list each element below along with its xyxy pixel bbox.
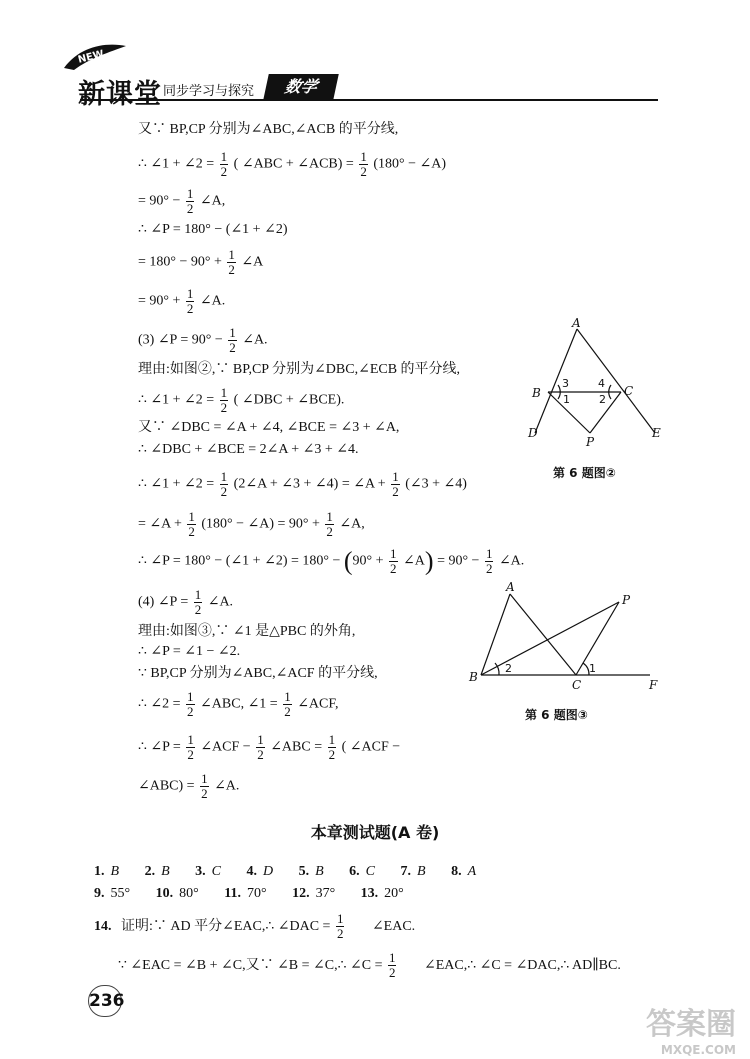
answer-item: 8. A <box>451 864 477 879</box>
label-C: C <box>572 678 582 692</box>
text-line: ∴ ∠1 + ∠2 = $\frac{1}{2}$ (2∠A + ∠3 + ∠4) = ∠A + $\frac{1}{2}$ (∠3 + ∠4) <box>138 469 467 499</box>
label-4: 4 <box>598 377 605 390</box>
label-C: C <box>624 384 634 398</box>
text-line: 又∵ BP,CP 分别为∠ABC,∠ACB 的平分线, <box>138 122 399 137</box>
fraction: $\frac{1}{2}$ <box>188 509 195 539</box>
label-B: B <box>532 386 541 400</box>
text-line: ∴ ∠P = $\frac{1}{2}$ ∠ACF − $\frac{1}{2}$ ∠ABC = $\frac{1}{2}$ ( ∠ACF − <box>138 732 401 762</box>
answer-item: 4. D <box>246 864 274 879</box>
label-F: F <box>649 678 658 692</box>
text-line: ∴ ∠2 = $\frac{1}{2}$ ∠ABC, ∠1 = $\frac{1}{2}$ ∠ACF, <box>138 689 339 719</box>
label-2: 2 <box>599 393 606 406</box>
fraction: $\frac{1}{2}$ <box>186 286 194 316</box>
text-line: = 180° − 90° + $\frac{1}{2}$ ∠A <box>138 247 264 277</box>
fraction: $\frac{1}{2}$ <box>392 469 399 499</box>
label-A: A <box>572 316 581 330</box>
text-line: = ∠A + $\frac{1}{2}$ (180° − ∠A) = 90° + $\frac{1}{2}$ ∠A, <box>138 509 365 539</box>
fraction: $\frac{1}{2}$ <box>390 546 397 576</box>
fraction: $\frac{1}{2}$ <box>194 587 202 617</box>
text-line: ∵ BP,CP 分别为∠ABC,∠ACF 的平分线, <box>138 666 378 681</box>
fraction: $\frac{1}{2}$ <box>186 186 194 216</box>
fraction: $\frac{1}{2}$ <box>187 689 194 719</box>
answer-item: 7. B <box>400 864 426 879</box>
fraction: $\frac{1}{2}$ <box>187 732 194 762</box>
fraction: $\frac{1}{2}$ <box>220 385 228 415</box>
label-2: 2 <box>505 662 512 675</box>
label-3: 3 <box>562 377 569 390</box>
text-line: ∴ ∠P = 180° − (∠1 + ∠2) = 180° − (90° + $\frac{1}{2}$ ∠A) = 90° − $\frac{1}{2}$ ∠A. <box>138 546 525 576</box>
figure-6-3-caption: 第 6 题图③ <box>525 708 588 722</box>
watermark-logo: 答案圈 <box>646 1007 736 1042</box>
answer-item: 9. 55° <box>94 886 131 901</box>
text-line: = 90° − $\frac{1}{2}$ ∠A, <box>138 186 226 216</box>
label-D: D <box>528 426 538 440</box>
fraction: $\frac{1}{2}$ <box>328 732 336 762</box>
fraction: $\frac{1}{2}$ <box>220 149 228 179</box>
new-logo-icon <box>60 40 130 72</box>
label-P: P <box>586 435 595 449</box>
fraction: $\frac{1}{2}$ <box>201 771 208 801</box>
fraction: $\frac{1}{2}$ <box>257 732 264 762</box>
answer-item: 12. 37° <box>292 886 336 901</box>
answer-item: 1. B <box>94 864 120 879</box>
page-number: 236 <box>88 985 122 1017</box>
fraction: $\frac{1}{2}$ <box>229 325 236 355</box>
text-line: ∴ ∠DBC + ∠BCE = 2∠A + ∠3 + ∠4. <box>138 442 359 457</box>
answer-item: 13. 20° <box>360 886 404 901</box>
q14-line-1: 14. 证明:∵ AD 平分∠EAC,∴ ∠DAC = $\frac{1}{2}$ ∠EAC. <box>94 911 416 941</box>
fraction: $\frac{1}{2}$ <box>228 247 235 277</box>
answer-item: 2. B <box>144 864 170 879</box>
label-E: E <box>652 426 661 440</box>
fraction: $\frac{1}{2}$ <box>388 950 396 980</box>
text-line: 又∵ ∠DBC = ∠A + ∠4, ∠BCE = ∠3 + ∠A, <box>138 420 400 435</box>
text-line: ∴ ∠P = 180° − (∠1 + ∠2) <box>138 222 288 237</box>
text-line: (4) ∠P = $\frac{1}{2}$ ∠A. <box>138 587 234 617</box>
q14-line-2: ∵ ∠EAC = ∠B + ∠C,又∵ ∠B = ∠C,∴ ∠C = $\frac{1}{2}$ ∠EAC,∴ ∠C = ∠DAC,∴ AD∥BC. <box>118 950 621 980</box>
fraction: $\frac{1}{2}$ <box>326 509 333 539</box>
watermark-url: MXQE.COM <box>660 1043 736 1057</box>
label-1: 1 <box>563 393 570 406</box>
answers-row-2 <box>94 884 426 904</box>
fraction: $\frac{1}{2}$ <box>336 911 344 941</box>
logo-text: NEW <box>76 48 106 66</box>
fraction: $\frac{1}{2}$ <box>220 469 228 499</box>
text-line: 理由:如图③,∵ ∠1 是△PBC 的外角, <box>138 624 356 639</box>
text-line: (3) ∠P = 90° − $\frac{1}{2}$ ∠A. <box>138 325 268 355</box>
answer-item: 6. C <box>349 864 375 879</box>
figure-6-3 <box>465 580 675 695</box>
answer-item: 11. 70° <box>224 886 267 901</box>
text-line: 理由:如图②,∵ BP,CP 分别为∠DBC,∠ECB 的平分线, <box>138 362 461 377</box>
figure-6-2-caption: 第 6 题图② <box>553 466 616 480</box>
fraction: $\frac{1}{2}$ <box>360 149 367 179</box>
label-1: 1 <box>589 662 596 675</box>
text-line: ∠ABC) = $\frac{1}{2}$ ∠A. <box>138 771 240 801</box>
label-B: B <box>469 670 478 684</box>
text-line: ∴ ∠1 + ∠2 = $\frac{1}{2}$ ( ∠DBC + ∠BCE). <box>138 385 345 415</box>
answer-item: 3. C <box>195 864 221 879</box>
text-line: = 90° + $\frac{1}{2}$ ∠A. <box>138 286 226 316</box>
answer-item: 5. B <box>298 864 324 879</box>
answer-item: 10. 80° <box>155 886 199 901</box>
answers-row-1 <box>94 862 498 882</box>
brand-subtitle: 同步学习与探究 <box>163 84 255 99</box>
text-line: ∴ ∠P = ∠1 − ∠2. <box>138 644 241 659</box>
brand-title: 新课堂 <box>78 79 162 110</box>
label-P: P <box>622 593 631 607</box>
fraction: $\frac{1}{2}$ <box>485 546 493 576</box>
header-rule <box>80 99 658 101</box>
fraction: $\frac{1}{2}$ <box>284 689 291 719</box>
label-A: A <box>506 580 515 594</box>
figure-6-2 <box>520 315 670 465</box>
section-title: 本章测试题(A 卷) <box>310 823 440 842</box>
text-line: ∴ ∠1 + ∠2 = $\frac{1}{2}$ ( ∠ABC + ∠ACB) = $\frac{1}{2}$ (180° − ∠A) <box>138 149 446 179</box>
subject-badge: 数学 <box>263 74 339 100</box>
